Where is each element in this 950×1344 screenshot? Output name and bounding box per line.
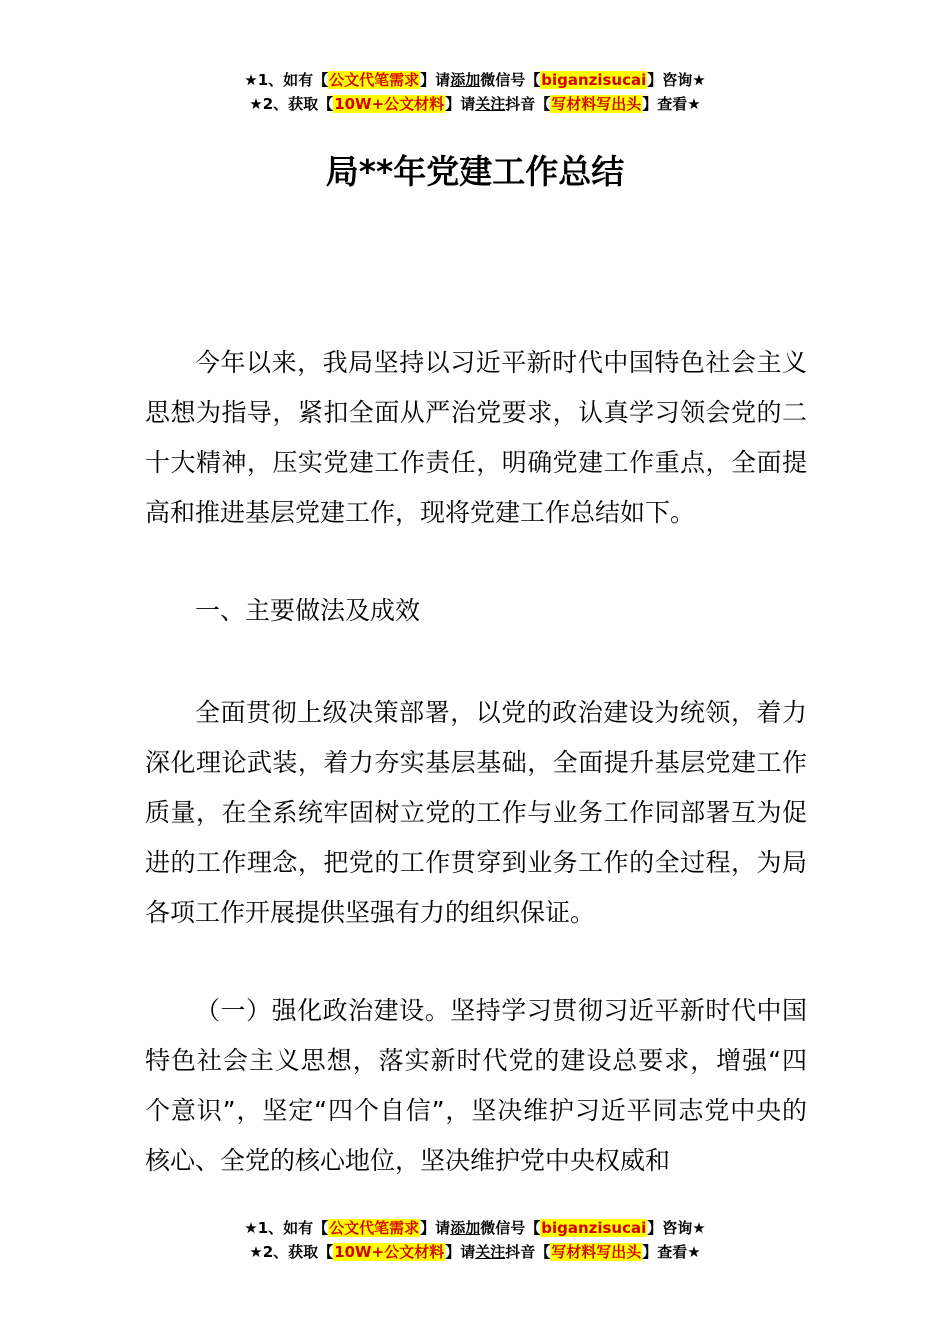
intro-paragraph: 今年以来，我局坚持以习近平新时代中国特色社会主义思想为指导，紧扣全面从严治党要求，认真学习领会党的二十大精神，压实党建工作责任，明确党建工作重点，全面提高和推进基层党建工作，现将党建工作总结如下。	[145, 348, 807, 527]
promo-text: ★2、获取【	[249, 95, 334, 113]
promo-text: 】咨询★	[647, 1219, 706, 1237]
promo-banner-bottom	[0, 1216, 950, 1264]
promo-text: 抖音【	[505, 1243, 551, 1261]
promo-underline: 添加	[450, 71, 481, 89]
subsection-paragraph: （一）强化政治建设。坚持学习贯彻习近平新时代中国特色社会主义思想，落实新时代党的建设总要求，增强“四个意识”，坚定“四个自信”，坚决维护习近平同志党中央的核心、全党的核心地位，坚决维护党中央权威和	[145, 996, 807, 1175]
promo-text: 】请	[420, 1219, 451, 1237]
promo-highlight: biganzisucai	[541, 71, 647, 89]
section-paragraph: 全面贯彻上级决策部署，以党的政治建设为统领，着力深化理论武装，着力夯实基层基础，全面提升基层党建工作质量，在全系统牢固树立党的工作与业务工作同部署互为促进的工作理念，把党的工作贯穿到业务工作的全过程，为局各项工作开展提供坚强有力的组织保证。	[145, 698, 807, 927]
promo-text: 】查看★	[642, 95, 701, 113]
promo-line-1	[0, 1216, 950, 1240]
promo-text: 微信号【	[480, 71, 541, 89]
promo-text: ★2、获取【	[249, 1243, 334, 1261]
promo-text: 】请	[420, 71, 451, 89]
promo-underline: 关注	[475, 1243, 506, 1261]
promo-text: 】咨询★	[647, 71, 706, 89]
promo-highlight: 10W+公文材料	[334, 1243, 445, 1261]
promo-highlight: 写材料写出头	[551, 1243, 642, 1261]
promo-text: 】请	[445, 1243, 476, 1261]
promo-line-1	[0, 68, 950, 92]
promo-text: ★1、如有【	[244, 1219, 329, 1237]
promo-highlight: 写材料写出头	[551, 95, 642, 113]
promo-text: 】请	[445, 95, 476, 113]
promo-text: ★1、如有【	[244, 71, 329, 89]
promo-text: 抖音【	[505, 95, 551, 113]
promo-highlight: 公文代笔需求	[329, 71, 420, 89]
promo-text: 】查看★	[642, 1243, 701, 1261]
promo-highlight: biganzisucai	[541, 1219, 647, 1237]
section-heading: 一、主要做法及成效	[195, 596, 421, 625]
promo-line-2	[0, 92, 950, 116]
document-title: 局**年党建工作总结	[325, 152, 625, 191]
promo-highlight: 10W+公文材料	[334, 95, 445, 113]
promo-underline: 关注	[475, 95, 506, 113]
promo-text: 微信号【	[480, 1219, 541, 1237]
promo-underline: 添加	[450, 1219, 481, 1237]
promo-highlight: 公文代笔需求	[329, 1219, 420, 1237]
promo-banner-top	[0, 68, 950, 116]
promo-line-2	[0, 1240, 950, 1264]
